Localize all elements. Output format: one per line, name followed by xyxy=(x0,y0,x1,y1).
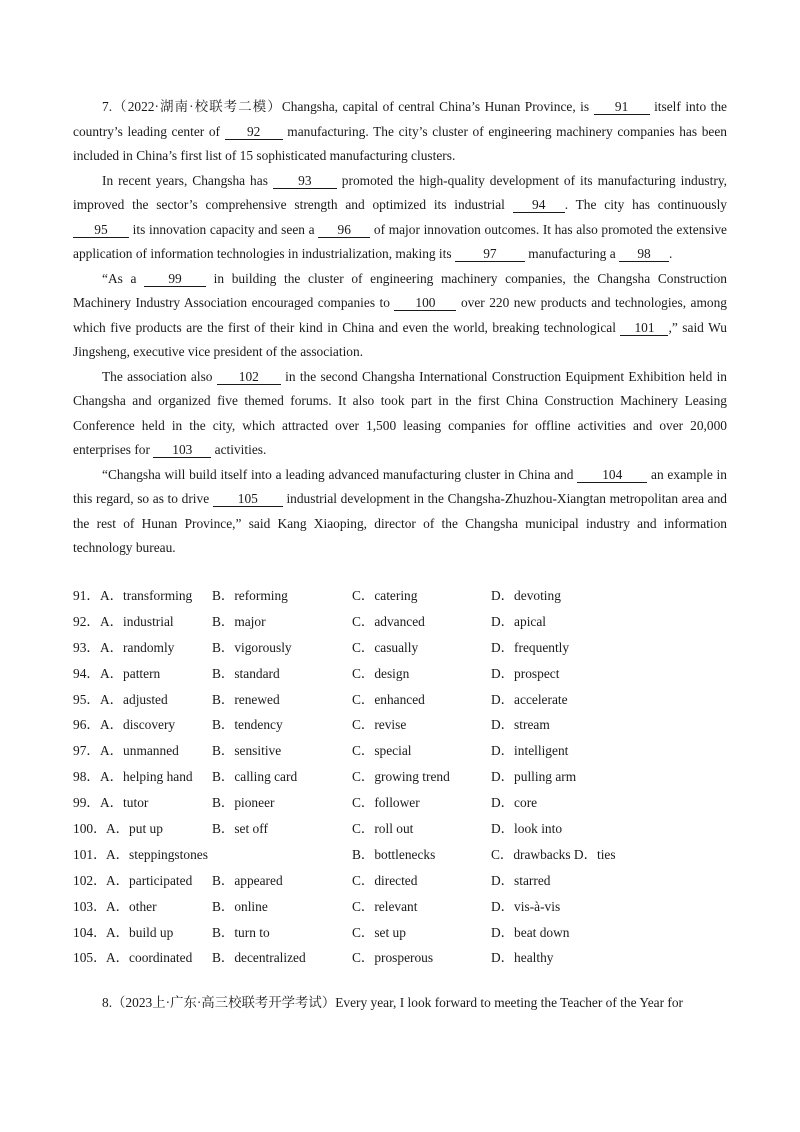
passage-text: its innovation capacity and seen a xyxy=(129,221,319,237)
option-row xyxy=(73,609,753,635)
blank-97: 97 xyxy=(455,246,525,262)
blank-105: 105 xyxy=(213,491,283,507)
option-c: C．enhanced xyxy=(352,691,425,707)
passage-text: in building the cluster of engineering machinery companies, the Changsha Construction Machinery Industry Association encouraged companies to xyxy=(73,270,727,310)
passage-text: “Changsha will build itself into a leading advanced manufacturing cluster in China and xyxy=(102,466,578,482)
option-a: A．transforming xyxy=(100,588,193,603)
option-a: A．helping hand xyxy=(100,769,193,785)
option-d: D．devoting xyxy=(491,588,561,603)
option-b: B．tendency xyxy=(212,717,283,733)
option-d: D．look into xyxy=(491,821,563,837)
passage-text: ,” said Wu Jingsheng, executive vice president of the association. xyxy=(73,319,727,359)
option-d: D．intelligent xyxy=(491,743,569,759)
option-a: A．tutor xyxy=(100,795,149,811)
option-row xyxy=(73,764,753,790)
option-row xyxy=(73,687,753,713)
option-number: 102． xyxy=(73,872,107,888)
option-b: B．renewed xyxy=(212,691,280,707)
option-number: 93． xyxy=(73,639,100,655)
option-b: B．vigorously xyxy=(212,639,292,655)
passage-text: . xyxy=(669,246,673,261)
option-c: C．relevant xyxy=(352,898,418,914)
option-d: D．stream xyxy=(491,717,550,733)
question-8-intro xyxy=(73,991,727,1015)
option-c: C．set up xyxy=(352,924,406,940)
answer-options-list xyxy=(73,583,753,971)
option-c: C．design xyxy=(352,665,410,681)
option-b: B．major xyxy=(212,613,266,629)
passage-text: itself into the country’s leading center of xyxy=(73,99,727,139)
passage-text: Changsha, capital of central China’s Hunan Province, is xyxy=(281,99,594,114)
passage-text: in the second Changsha International Construction Equipment Exhibition held in Changsha and organized five themed forums. It also took part in the first China Construction Machinery Leasing Conference held in the city, which attracted over 1,500 leasing companies for offline activities and over 20,000 enterprises for xyxy=(73,368,727,457)
blank-93: 93 xyxy=(273,173,337,189)
option-number: 100． xyxy=(73,821,107,837)
option-number: 99． xyxy=(73,795,100,811)
option-number: 94． xyxy=(73,665,100,681)
option-c: C．growing trend xyxy=(352,769,450,785)
option-a: A．industrial xyxy=(100,613,174,629)
option-b: B．pioneer xyxy=(212,795,275,811)
option-row xyxy=(73,894,753,920)
option-a: A．adjusted xyxy=(100,691,168,707)
option-number: 98． xyxy=(73,769,100,785)
option-c: C．directed xyxy=(352,872,418,888)
blank-104: 104 xyxy=(577,467,647,483)
option-d: D．prospect xyxy=(491,665,560,681)
option-row xyxy=(73,583,753,609)
option-a: A．steppingstones xyxy=(106,846,208,862)
passage-text: The association also xyxy=(102,368,217,384)
option-a: A．unmanned xyxy=(100,743,179,759)
question-8-text: Every year, I look forward to meeting the Teacher of the Year for xyxy=(335,995,684,1010)
option-number: 95． xyxy=(73,691,100,707)
option-d: D．vis-à-vis xyxy=(491,898,561,914)
question-8-header: 8.（2023上·广东·高三校联考开学考试） xyxy=(102,995,336,1010)
option-b: B．turn to xyxy=(212,924,270,940)
option-b: B．calling card xyxy=(212,769,298,785)
option-d: D．frequently xyxy=(491,639,570,655)
passage-paragraph-2 xyxy=(73,169,727,267)
blank-98: 98 xyxy=(619,246,669,262)
option-number: 103． xyxy=(73,898,107,914)
option-d: D．accelerate xyxy=(491,691,568,707)
option-b: B．online xyxy=(212,898,268,914)
option-row xyxy=(73,661,753,687)
option-c: C．catering xyxy=(352,588,418,603)
option-row xyxy=(73,635,753,661)
option-a: A．coordinated xyxy=(106,950,193,966)
option-b: B．standard xyxy=(212,665,280,681)
option-d: D．beat down xyxy=(491,924,570,940)
blank-95: 95 xyxy=(73,222,129,238)
option-row xyxy=(73,920,753,946)
passage-text: of major innovation outcomes. It has also promoted the extensive application of information technologies in industrialization, making its xyxy=(73,221,727,261)
option-number: 105． xyxy=(73,950,107,966)
option-row xyxy=(73,738,753,764)
blank-91: 91 xyxy=(594,99,650,115)
option-row xyxy=(73,842,753,868)
blank-99: 99 xyxy=(144,271,206,287)
passage-paragraph-4 xyxy=(73,365,727,463)
option-c: C．prosperous xyxy=(352,950,434,966)
option-d: C．drawbacks D．ties xyxy=(491,846,616,862)
blank-96: 96 xyxy=(318,222,370,238)
passage-text: over 220 new products and technologies, among which five products are the first of their kind in China and even the world, breaking technological xyxy=(73,295,727,335)
passage-text: activities. xyxy=(211,442,267,457)
option-number: 97． xyxy=(73,743,100,759)
option-b: B．appeared xyxy=(212,872,283,888)
passage-text: In recent years, Changsha has xyxy=(102,172,273,188)
option-b: B．reforming xyxy=(212,588,288,603)
option-c: B．bottlenecks xyxy=(352,846,436,862)
option-c: C．revise xyxy=(352,717,407,733)
option-a: A．build up xyxy=(106,924,174,940)
blank-100: 100 xyxy=(394,295,456,311)
option-d: D．healthy xyxy=(491,950,554,966)
option-row xyxy=(73,712,753,738)
option-c: C．advanced xyxy=(352,613,425,629)
option-a: A．randomly xyxy=(100,639,175,655)
option-a: A．pattern xyxy=(100,665,161,681)
passage-text: promoted the high-quality development of its manufacturing industry, improved the sector’s comprehensive strength and optimized its industrial xyxy=(73,172,727,212)
blank-92: 92 xyxy=(225,124,283,140)
passage-text: . The city has continuously xyxy=(564,197,727,212)
option-row xyxy=(73,868,753,894)
blank-101: 101 xyxy=(620,320,668,336)
option-row xyxy=(73,790,753,816)
option-d: D．pulling arm xyxy=(491,769,577,785)
passage-paragraph-5 xyxy=(73,463,727,561)
passage-text: manufacturing. The city’s cluster of engineering machinery companies has been included in China’s first list of 15 sophisticated manufacturing clusters. xyxy=(73,123,727,163)
option-d: D．core xyxy=(491,795,538,811)
passage-text: manufacturing a xyxy=(524,246,620,261)
option-b: B．decentralized xyxy=(212,950,306,966)
passage-text: industrial development in the Changsha-Zhuzhou-Xiangtan metropolitan area and the rest of Hunan Province,” said Kang Xiaoping, director of the Changsha municipal industry and information technology bureau. xyxy=(73,491,727,555)
option-number: 101． xyxy=(73,846,107,862)
option-number: 92． xyxy=(73,613,100,629)
option-number: 91． xyxy=(73,588,100,603)
option-a: A．discovery xyxy=(100,717,176,733)
option-a: A．participated xyxy=(106,872,193,888)
option-c: C．special xyxy=(352,743,412,759)
blank-94: 94 xyxy=(513,197,565,213)
option-row xyxy=(73,816,753,842)
passage-text: “As a xyxy=(102,270,145,286)
option-b: B．set off xyxy=(212,821,268,837)
option-number: 104． xyxy=(73,924,107,940)
blank-103: 103 xyxy=(153,442,211,458)
blank-102: 102 xyxy=(217,369,281,385)
option-c: C．casually xyxy=(352,639,419,655)
passage-text: an example in this regard, so as to drive xyxy=(73,466,727,506)
option-row xyxy=(73,945,753,971)
option-d: D．apical xyxy=(491,613,547,629)
option-a: A．put up xyxy=(106,821,163,837)
question-7-passage xyxy=(73,95,727,561)
option-b: B．sensitive xyxy=(212,743,282,759)
option-d: D．starred xyxy=(491,872,551,888)
question-7-header: 7.（2022·湖南·校联考二模） xyxy=(102,99,282,114)
option-c: C．follower xyxy=(352,795,420,811)
passage-paragraph-1 xyxy=(73,95,727,169)
option-a: A．other xyxy=(106,898,157,914)
passage-paragraph-3 xyxy=(73,267,727,365)
option-c: C．roll out xyxy=(352,821,414,837)
option-number: 96． xyxy=(73,717,100,733)
